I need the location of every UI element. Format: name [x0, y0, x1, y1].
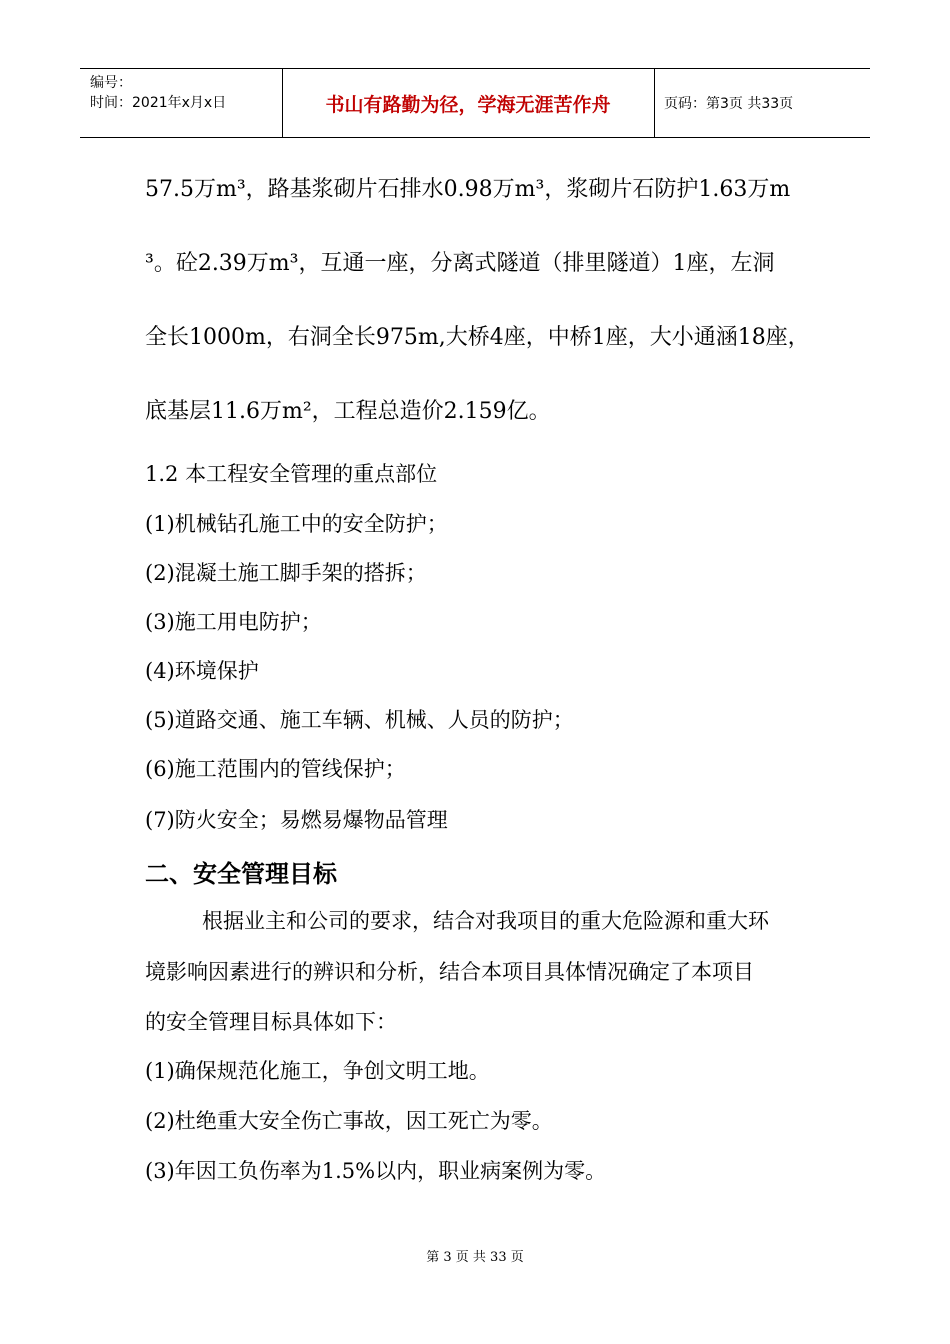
goal-item: (1)确保规范化施工，争创文明工地。	[145, 1059, 490, 1083]
header-meta	[90, 73, 226, 113]
document-number-label: 编号：	[90, 75, 132, 91]
document-date: 时间：2021年x月x日	[90, 95, 227, 111]
page-footer: 第 3 页 共 33 页	[426, 1250, 524, 1265]
goal-intro-line: 的安全管理目标具体如下：	[145, 1010, 397, 1034]
key-point-item: (5)道路交通、施工车辆、机械、人员的防护；	[145, 708, 574, 732]
header-motto: 书山有路勤为径，学海无涯苦作舟	[325, 93, 611, 116]
intro-line: 全长1000m，右洞全长975m,大桥4座，中桥1座，大小通涵18座，	[145, 325, 810, 350]
key-point-item: (2)混凝土施工脚手架的搭拆；	[145, 561, 427, 585]
key-point-item: (7)防火安全；易燃易爆物品管理	[145, 808, 448, 832]
goal-item: (3)年因工负伤率为1.5%以内，职业病案例为零。	[145, 1159, 607, 1183]
intro-line: 57.5万m³，路基浆砌片石排水0.98万m³，浆砌片石防护1.63万m	[145, 177, 791, 202]
header-divider	[654, 69, 655, 137]
intro-line: 底基层11.6万m²，工程总造价2.159亿。	[145, 399, 551, 424]
goal-intro-line: 根据业主和公司的要求，结合对我项目的重大危险源和重大环	[202, 909, 769, 933]
goal-intro-line: 境影响因素进行的辨识和分析，结合本项目具体情况确定了本项目	[145, 960, 754, 984]
goal-item: (2)杜绝重大安全伤亡事故，因工死亡为零。	[145, 1109, 553, 1133]
key-point-item: (3)施工用电防护；	[145, 610, 322, 634]
intro-line: ³。砼2.39万m³，互通一座，分离式隧道（排里隧道）1座，左洞	[145, 251, 775, 276]
key-point-item: (4)环境保护	[145, 659, 259, 683]
section-2-heading: 二、安全管理目标	[145, 860, 337, 888]
page-header	[80, 68, 870, 138]
section-1-2-title: 1.2 本工程安全管理的重点部位	[145, 462, 438, 486]
key-point-item: (1)机械钻孔施工中的安全防护；	[145, 512, 448, 536]
key-point-item: (6)施工范围内的管线保护；	[145, 757, 406, 781]
header-page-info: 页码：第3页 共33页	[664, 96, 794, 112]
